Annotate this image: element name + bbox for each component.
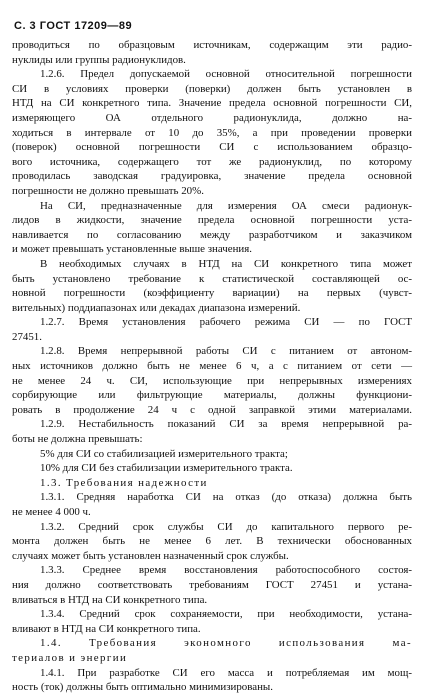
text-line: 1.3. Требования надежности bbox=[40, 476, 208, 489]
text-line: вливают в НТД на СИ конкретного типа. bbox=[12, 622, 201, 635]
text-line: ровать в продолжение 24 ч с одной заправкой этими материалами. bbox=[12, 403, 412, 416]
text-line: 1.2.8. Время непрерывной работы СИ с питанием от автоном- bbox=[40, 345, 412, 358]
text-line: нуклиды или группы радионуклидов. bbox=[12, 53, 186, 66]
text-line: (поверок) основной погрешности СИ с использованием образцо- bbox=[12, 141, 412, 154]
text-line: навливается по согласованию между разработчиком и заказчиком bbox=[12, 228, 412, 241]
text-line: и может превышать установленные выше значения. bbox=[12, 243, 252, 256]
text-line: монта должен быть не менее 6 лет. В технически обоснованных bbox=[12, 535, 412, 548]
text-line: вого источника, содержащего тот же радионуклид, по которому bbox=[12, 155, 412, 168]
text-line: ходиться в интервале от 10 до 35%, а при проведении проверки bbox=[12, 126, 412, 139]
text-line: быть установлено требование к статистической составляющей ос- bbox=[12, 272, 412, 285]
text-line: 1.3.2. Средний срок службы СИ до капитального первого ре- bbox=[40, 520, 412, 533]
text-line: ных источников должно быть не менее 6 ч, а с питанием от сети — bbox=[12, 360, 412, 373]
text-line: случаях может быть установлен назначенный срок службы. bbox=[12, 549, 289, 562]
text-line: не менее 24 ч. СИ, использующие при непрерывных измерениях bbox=[12, 374, 412, 387]
text-line: погрешности не должно превышать 20%. bbox=[12, 184, 204, 197]
text-line: боты не должна превышать: bbox=[12, 433, 143, 446]
text-line: 5% для СИ со стабилизацией измерительного тракта; bbox=[40, 447, 288, 460]
text-line: 1.3.1. Средняя наработка СИ на отказ (до отказа) должна быть bbox=[40, 491, 412, 504]
text-line: 1.2.9. Нестабильность показаний СИ за время непрерывной ра- bbox=[40, 418, 412, 431]
text-line: 1.4. Требования экономного использования ма- bbox=[40, 637, 412, 650]
text-line: 1.2.7. Время установления рабочего режима СИ — по ГОСТ bbox=[40, 316, 412, 329]
text-line: проводиться по образцовым источникам, содержащим эти радио- bbox=[12, 39, 412, 51]
text-line: лидов в жидкости, значение предела основной погрешности уста- bbox=[12, 214, 412, 227]
text-line: ния должно соответствовать требованиям ГОСТ 27451 и устана- bbox=[12, 578, 412, 591]
text-line: не менее 4 000 ч. bbox=[12, 506, 91, 518]
text-line: 1.4.1. При разработке СИ его масса и потребляемая им мощ- bbox=[40, 666, 412, 679]
page-header: С. 3 ГОСТ 17209—89 bbox=[14, 20, 133, 32]
text-line: СИ в условиях проверки (поверки) должен быть установлен в bbox=[12, 82, 412, 95]
text-line: 1.3.4. Средний срок сохраняемости, при необходимости, устана- bbox=[40, 608, 412, 621]
text-line: НТД на СИ конкретного типа. Значение предела основной погрешности СИ, bbox=[12, 97, 412, 110]
text-line: В необходимых случаях в НТД на СИ конкретного типа может bbox=[40, 257, 412, 270]
text-line: 27451. bbox=[12, 330, 42, 343]
text-line: вливаться в НТД на СИ конкретного типа. bbox=[12, 593, 208, 606]
text-line: 10% для СИ без стабилизации измерительного тракта. bbox=[40, 462, 293, 475]
text-line: измеряющего ОА отдельного радионуклида, должно на- bbox=[12, 111, 412, 124]
text-line: 1.3.3. Среднее время восстановления работоспособного состоя- bbox=[40, 564, 412, 577]
text-line: сорбирующие или фильтрующие материалы, должны функциони- bbox=[12, 389, 412, 402]
text-line: териалов и энергии bbox=[12, 651, 128, 664]
text-line: проводилась заводская градуировка, значение предела основной bbox=[12, 170, 412, 183]
document-body bbox=[12, 38, 412, 695]
text-line: ность (ток) должны быть оптимально минимизированы. bbox=[12, 681, 273, 694]
text-line: На СИ, предназначенные для измерения ОА смеси радионук- bbox=[40, 199, 412, 212]
text-line: новной погрешности (коэффициенту вариации) на первых (чувст- bbox=[12, 287, 412, 300]
text-line: вительных) поддиапазонах или декадах диапазона измерений. bbox=[12, 301, 301, 314]
text-line: 1.2.6. Предел допускаемой основной относительной погрешности bbox=[40, 68, 412, 81]
